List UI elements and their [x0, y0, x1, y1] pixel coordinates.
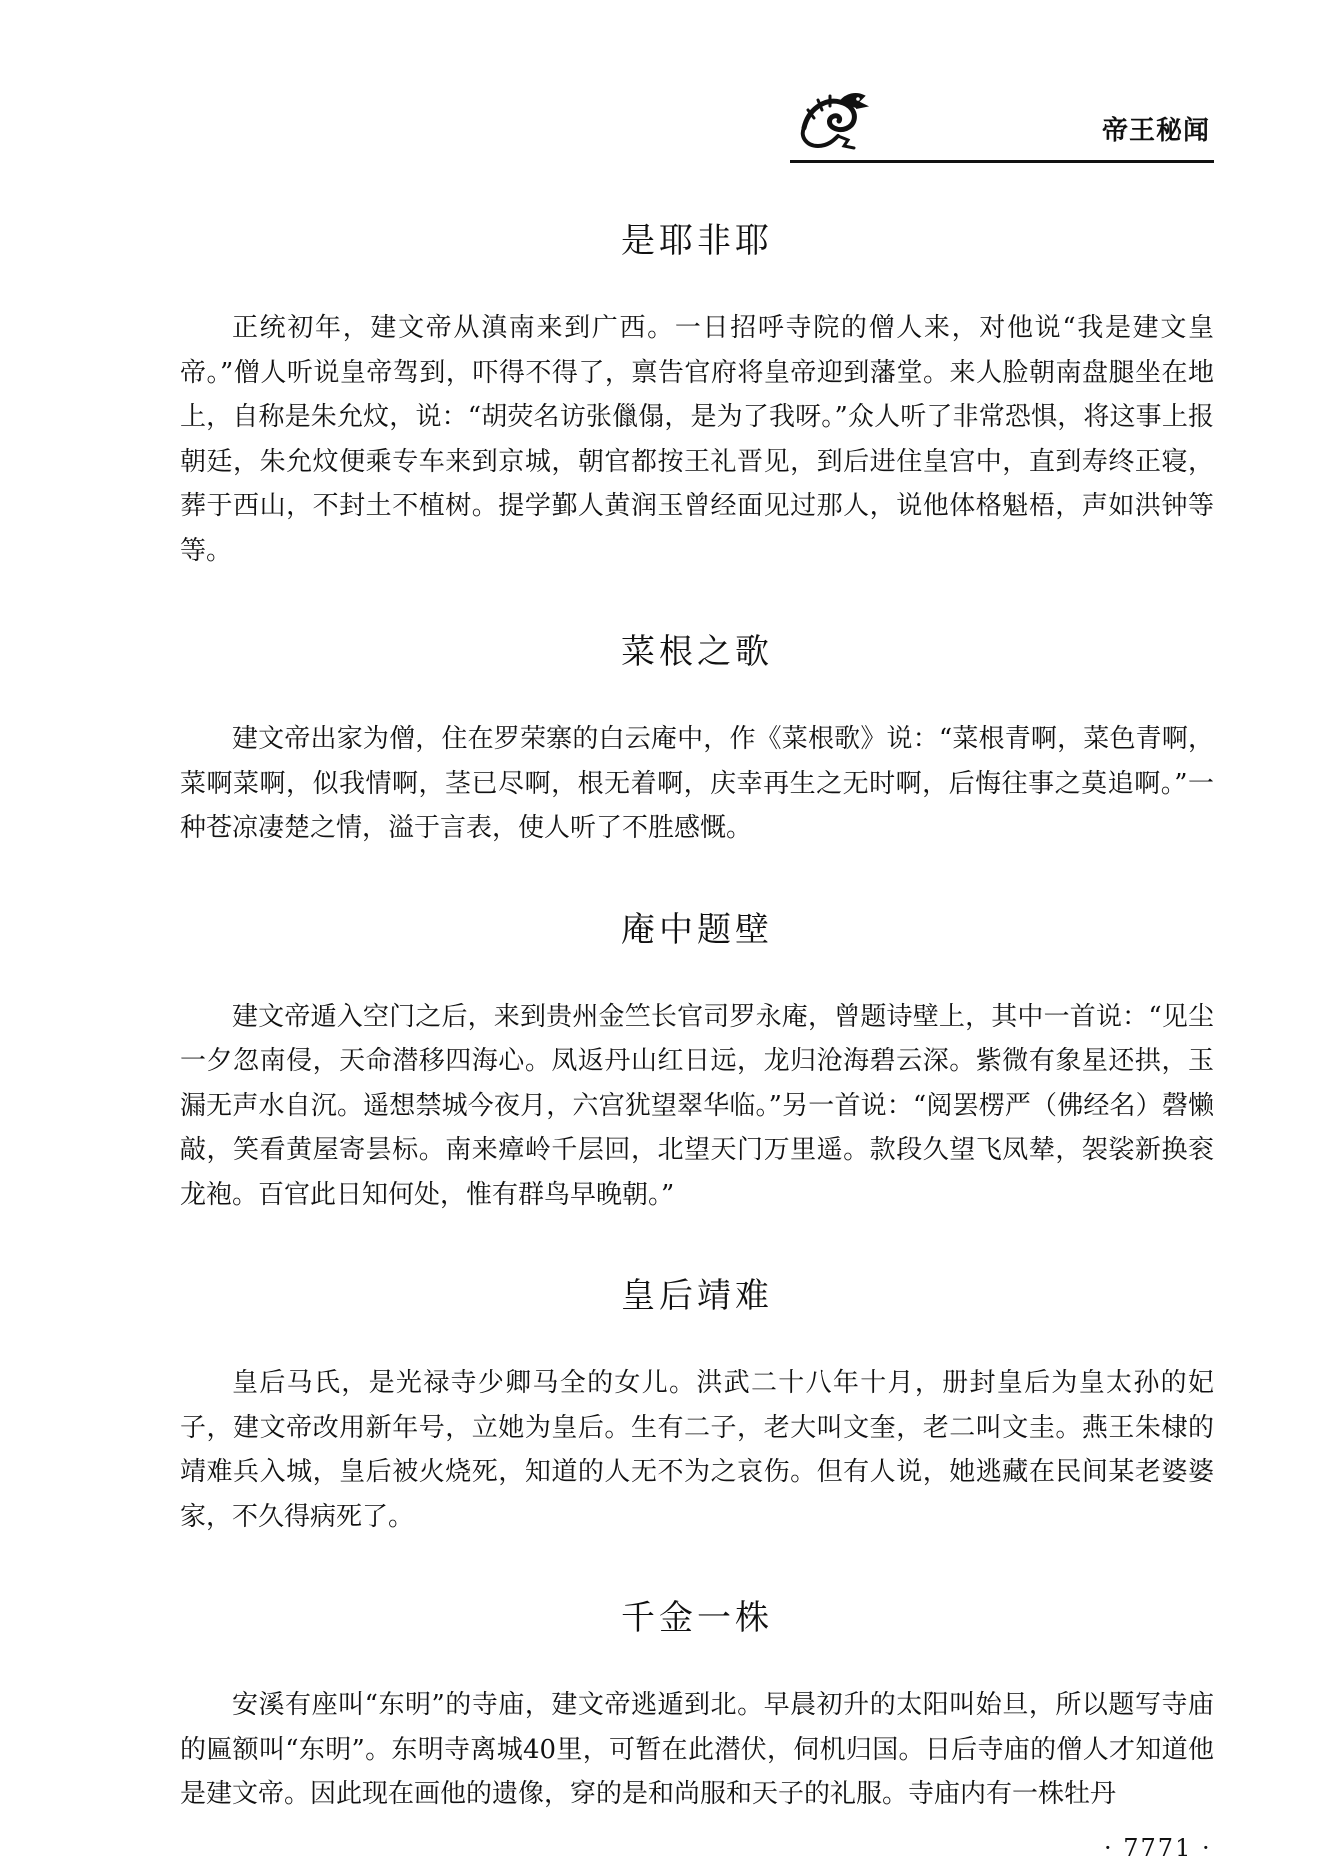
- section: [180, 629, 1214, 851]
- dragon-icon: [794, 88, 872, 152]
- section-title: 千金一株: [621, 1598, 773, 1638]
- section-title: 皇后靖难: [621, 1276, 773, 1316]
- section-paragraph: 正统初年，建文帝从滇南来到广西。一日招呼寺院的僧人来，对他说“我是建文皇帝。”僧人听说皇帝驾到，吓得不得了，禀告官府将皇帝迎到藩堂。来人脸朝南盘腿坐在地上，自称是朱允炆，说：“胡荧名访张儠傝，是为了我呀。”众人听了非常恐惧，将这事上报朝廷，朱允炆便乘专车来到京城，朝官都按王礼晋见，到后进住皇宫中，直到寿终正寝，葬于西山，不封土不植树。提学鄞人黄润玉曾经面见过那人，说他体格魁梧，声如洪钟等等。: [180, 313, 1214, 566]
- section-paragraph: 建文帝出家为僧，住在罗荣寨的白云庵中，作《菜根歌》说：“菜根青啊，菜色青啊，菜啊菜啊，似我情啊，茎已尽啊，根无着啊，庆幸再生之无时啊，后悔往事之莫追啊。”一种苍凉凄楚之情，溢于言表，使人听了不胜感慨。: [180, 724, 1214, 843]
- section: [180, 1595, 1214, 1817]
- page-header: [790, 88, 1214, 163]
- section-paragraph: 皇后马氏，是光禄寺少卿马全的女儿。洪武二十八年十月，册封皇后为皇太孙的妃子，建文帝改用新年号，立她为皇后。生有二子，老大叫文奎，老二叫文圭。燕王朱棣的靖难兵入城，皇后被火烧死，知道的人无不为之哀伤。但有人说，她逃藏在民间某老婆婆家，不久得病死了。: [180, 1368, 1214, 1532]
- running-head: 帝王秘闻: [1101, 116, 1210, 146]
- section: [180, 1273, 1214, 1539]
- page-body: [180, 218, 1214, 1873]
- section-paragraph: 建文帝遁入空门之后，来到贵州金竺长官司罗永庵，曾题诗壁上，其中一首说：“见尘一夕忽南侵，天命潜移四海心。凤返丹山红日远，龙归沧海碧云深。紫微有象星还拱，玉漏无声水自沉。遥想禁城今夜月，六宫犹望翠华临。”另一首说：“阅罢楞严（佛经名）磬懒敲，笑看黄屋寄昙标。南来瘴岭千层回，北望天门万里遥。款段久望飞凤辇，袈裟新换衮龙袍。百官此日知何处，惟有群鸟早晚朝。”: [180, 1001, 1214, 1210]
- section-title: 庵中题壁: [621, 909, 773, 950]
- section: [180, 907, 1214, 1218]
- section-paragraph: 安溪有座叫“东明”的寺庙，建文帝逃遁到北。早晨初升的太阳叫始旦，所以题写寺庙的匾额叫“东明”。东明寺离城40里，可暂在此潜伏，伺机归国。日后寺庙的僧人才知道他是建文帝。因此现在画他的遗像，穿的是和尚服和天子的礼服。寺庙内有一株牡丹: [180, 1690, 1214, 1809]
- section-title: 是耶非耶: [621, 221, 773, 261]
- section-title: 菜根之歌: [621, 632, 773, 672]
- section: [180, 218, 1214, 573]
- page-number: · 7771 ·: [1104, 1834, 1212, 1862]
